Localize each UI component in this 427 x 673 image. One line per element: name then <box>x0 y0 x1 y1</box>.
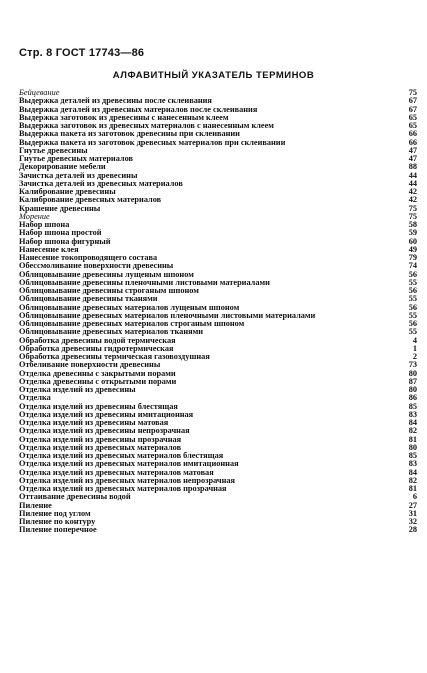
index-page-number: 55 <box>408 310 417 320</box>
index-page-number: 73 <box>408 360 417 370</box>
index-page-number: 4 <box>412 335 417 345</box>
index-page-number: 67 <box>408 104 417 114</box>
index-page-number: 55 <box>408 294 417 304</box>
index-term: Нанесение клея <box>19 245 79 254</box>
index-term: Калибрование древесины <box>19 188 116 196</box>
index-term: Обессмоливание поверхности древесины <box>19 262 174 271</box>
index-term: Зачистка деталей из древесины <box>19 171 138 180</box>
index-page-number: 66 <box>408 137 417 147</box>
index-page-number: 86 <box>408 393 417 403</box>
index-term: Выдержка пакета из заготовок древесных материалов при склеивании <box>19 138 286 147</box>
index-page-number: 42 <box>408 187 417 196</box>
index-term: Отделка изделий из древесины непрозрачная <box>19 427 190 436</box>
index-term: Обработка древесины термическая газовоздушная <box>19 353 210 361</box>
index-entry <box>19 205 417 213</box>
index-entry <box>19 106 417 114</box>
index-entry <box>19 386 417 394</box>
index-entry <box>19 97 417 105</box>
index-page-number: 55 <box>408 327 417 337</box>
index-entry <box>19 254 417 262</box>
index-page-number: 47 <box>408 145 417 155</box>
index-entry <box>19 452 417 460</box>
index-page-number: 81 <box>408 434 417 444</box>
index-entry <box>19 213 417 221</box>
index-term: Отделка изделий из древесных материалов матовая <box>19 468 214 477</box>
index-term: Отделка древесины с открытыми порами <box>19 377 177 386</box>
index-entry <box>19 147 417 155</box>
index-term: Гнутье древесных материалов <box>19 155 134 163</box>
index-term: Отделка изделий из древесных материалов <box>19 443 182 452</box>
index-term: Отделка изделий из древесины <box>19 386 136 394</box>
index-entry <box>19 312 417 320</box>
index-page-number: 83 <box>408 409 417 419</box>
index-term: Морение <box>19 212 50 221</box>
index-term: Отделка изделий из древесины матовая <box>19 419 169 427</box>
index-entry <box>19 370 417 378</box>
index-term: Облицовывание древесины тканями <box>19 295 158 304</box>
index-term: Гнутье древесины <box>19 146 88 155</box>
index-entry <box>19 526 417 534</box>
index-entry <box>19 221 417 229</box>
index-page-number: 32 <box>408 517 417 526</box>
index-entry <box>19 477 417 485</box>
index-entry <box>19 320 417 328</box>
index-page-number: 81 <box>408 484 417 493</box>
index-page-number: 87 <box>408 376 417 386</box>
index-entry <box>19 139 417 147</box>
index-page-number: 80 <box>408 385 417 394</box>
index-term: Отделка изделий из древесных материалов блестящая <box>19 452 224 460</box>
index-page-number: 79 <box>408 253 417 262</box>
index-term: Отделка изделий из древесных материалов прозрачная <box>19 485 227 493</box>
index-page-number: 74 <box>408 261 417 271</box>
index-page-number: 75 <box>408 88 417 97</box>
index-page-number: 67 <box>408 96 417 106</box>
index-entry <box>19 419 417 427</box>
index-term: Обработка древесины гидротермическая <box>19 344 174 353</box>
index-term: Выдержка пакета из заготовок древесины при склеивании <box>19 130 240 139</box>
index-entry <box>19 510 417 518</box>
index-page-number: 55 <box>408 277 417 287</box>
index-entry <box>19 493 417 501</box>
page-header: Стр. 8 ГОСТ 17743—86 <box>19 47 145 59</box>
index-term: Бейцевание <box>19 89 60 97</box>
index-page-number: 88 <box>408 162 417 172</box>
index-page-number: 42 <box>408 195 417 205</box>
index-term: Набор шпона фигурный <box>19 237 111 246</box>
index-term: Облицовывание древесины строганым шпоном <box>19 287 199 295</box>
section-title: АЛФАВИТНЫЙ УКАЗАТЕЛЬ ТЕРМИНОВ <box>112 70 315 81</box>
index-page-number: 80 <box>408 368 417 378</box>
index-entry <box>19 238 417 246</box>
index-entry <box>19 122 417 130</box>
index-entry <box>19 163 417 171</box>
index-term: Отделка изделий из древесных материалов непрозрачная <box>19 476 235 485</box>
index-term: Калибрование древесных материалов <box>19 196 162 205</box>
index-term: Облицовывание древесных материалов лущеным шпоном <box>19 303 240 312</box>
index-page-number: 65 <box>408 112 417 122</box>
index-entry <box>19 411 417 419</box>
index-page-number: 65 <box>408 121 417 130</box>
index-term: Нанесение токопроводящего состава <box>19 254 158 262</box>
index-page-number: 44 <box>408 170 417 180</box>
index-entry <box>19 345 417 353</box>
index-page-number: 47 <box>408 154 417 163</box>
index-entry <box>19 444 417 452</box>
index-entry <box>19 89 417 97</box>
index-term: Отделка изделий из древесины прозрачная <box>19 435 182 444</box>
index-page-number: 2 <box>412 352 417 361</box>
index-term: Отделка изделий из древесных материалов имитационная <box>19 460 239 469</box>
index-entry <box>19 155 417 163</box>
index-term: Выдержка деталей из древесных материалов после склеивания <box>19 105 258 114</box>
index-page-number: 58 <box>408 220 417 229</box>
index-entry <box>19 229 417 237</box>
index-page-number: 56 <box>408 286 417 295</box>
index-entry <box>19 518 417 526</box>
index-entry <box>19 378 417 386</box>
index-page-number: 56 <box>408 302 417 312</box>
index-term: Набор шпона <box>19 221 70 229</box>
index-term: Отделка изделий из древесины блестящая <box>19 402 178 411</box>
index-entry <box>19 196 417 204</box>
index-entry <box>19 130 417 138</box>
index-entry <box>19 469 417 477</box>
index-page-number: 6 <box>412 492 417 502</box>
index-term: Выдержка заготовок из древесины с нанесенным клеем <box>19 113 229 122</box>
index-term: Выдержка заготовок из древесных материалов с нанесенным клеем <box>19 122 274 130</box>
index-entry <box>19 460 417 468</box>
index-page-number: 1 <box>412 343 417 353</box>
index-term: Пиление <box>19 501 52 510</box>
index-page-number: 60 <box>408 236 417 246</box>
index-term: Выдержка деталей из древесины после склеивания <box>19 97 212 106</box>
index-page-number: 82 <box>408 475 417 485</box>
index-term: Пиление по контуру <box>19 518 96 526</box>
index-entry <box>19 114 417 122</box>
index-entry <box>19 180 417 188</box>
index-page-number: 56 <box>408 269 417 279</box>
index-entry <box>19 262 417 270</box>
index-page-number: 44 <box>408 178 417 188</box>
index-page-number: 80 <box>408 442 417 452</box>
index-entry <box>19 295 417 303</box>
index-page-number: 66 <box>408 129 417 139</box>
index-entry <box>19 436 417 444</box>
index-page-number: 31 <box>408 508 417 518</box>
index-term: Отбеливание поверхности древесины <box>19 361 161 370</box>
index-entry <box>19 502 417 510</box>
index-term: Облицовывание древесных материалов пленочными листовыми материалами <box>19 311 316 320</box>
index-page-number: 56 <box>408 319 417 328</box>
index-term: Крашение древесины <box>19 204 101 213</box>
index-term: Облицовывание древесных материалов тканями <box>19 328 204 337</box>
index-page-number: 82 <box>408 426 417 436</box>
index-page-number: 85 <box>408 401 417 411</box>
index-entry <box>19 353 417 361</box>
index-page-number: 85 <box>408 451 417 460</box>
index-term: Пиление поперечное <box>19 526 97 535</box>
index-term: Облицовывание древесины лущеным шпоном <box>19 270 194 279</box>
index-entry <box>19 279 417 287</box>
index-entry <box>19 304 417 312</box>
index-term: Облицовывание древесины пленочными листовыми материалами <box>19 278 270 287</box>
index-term: Облицовывание древесных материалов строганым шпоном <box>19 320 245 328</box>
index-term: Декорирование мебели <box>19 163 106 172</box>
index-entry <box>19 246 417 254</box>
index-page-number: 28 <box>408 525 417 535</box>
index-term: Оттаивание древесины водой <box>19 493 131 502</box>
index-page-number: 75 <box>408 203 417 213</box>
index-page-number: 83 <box>408 459 417 469</box>
index-term: Набор шпона простой <box>19 229 102 238</box>
index-page-number: 75 <box>408 211 417 221</box>
index-entry <box>19 172 417 180</box>
index-page-number: 49 <box>408 244 417 254</box>
index-entry <box>19 403 417 411</box>
index-entry <box>19 328 417 336</box>
term-index-list <box>19 89 417 535</box>
index-page-number: 59 <box>408 228 417 238</box>
index-term: Отделка <box>19 394 51 403</box>
index-entry <box>19 337 417 345</box>
index-term: Зачистка деталей из древесных материалов <box>19 179 183 188</box>
index-page-number: 84 <box>408 418 417 427</box>
index-entry <box>19 485 417 493</box>
index-page-number: 84 <box>408 467 417 477</box>
index-term: Отделка изделий из древесины имитационная <box>19 410 194 419</box>
index-page-number: 27 <box>408 500 417 510</box>
index-entry <box>19 287 417 295</box>
index-entry <box>19 188 417 196</box>
index-entry <box>19 394 417 402</box>
index-entry <box>19 427 417 435</box>
index-entry <box>19 271 417 279</box>
index-term: Отделка древесины с закрытыми порами <box>19 369 176 378</box>
index-term: Обработка древесины водой термическая <box>19 336 176 345</box>
index-term: Пиление под углом <box>19 509 91 518</box>
index-entry <box>19 361 417 369</box>
